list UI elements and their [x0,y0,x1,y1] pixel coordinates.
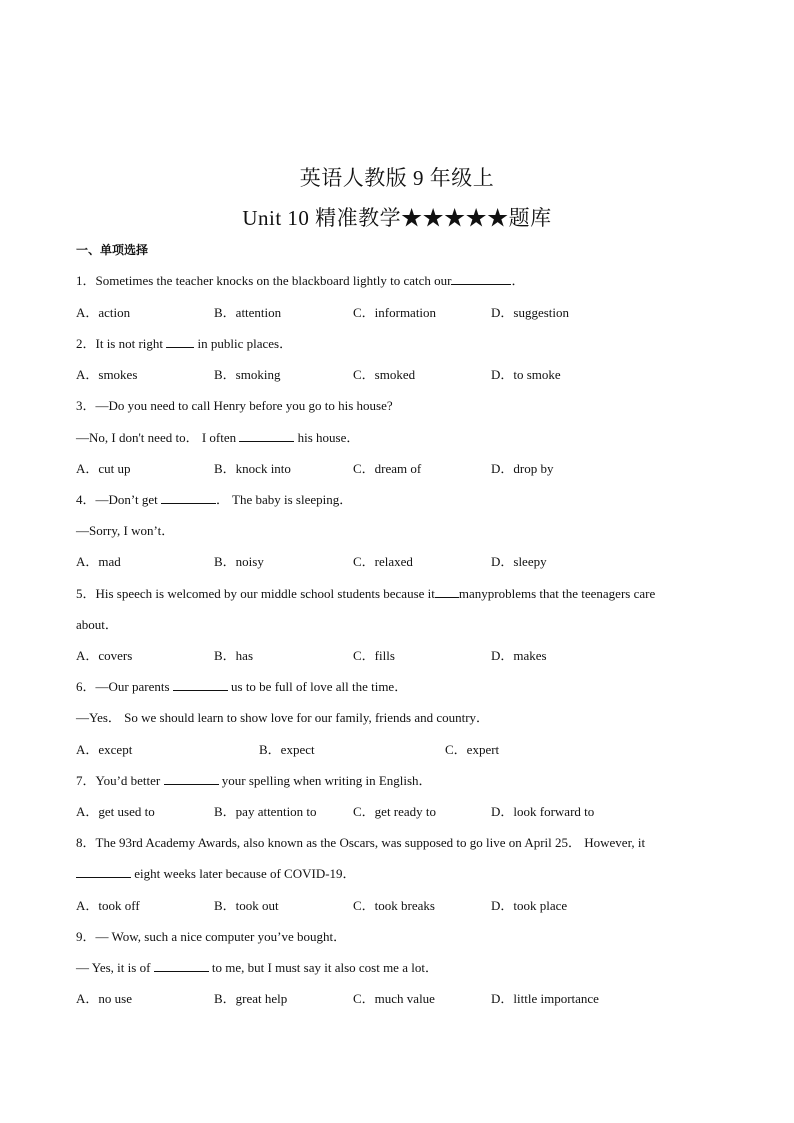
question-4-line-2 [76,520,174,539]
question-7-option-c: C．get ready to [353,804,437,819]
question-4-option-c: C．relaxed [353,554,413,569]
question-5-option-b: B．has [214,648,254,663]
question-3-option-a: A．cut up [76,461,131,476]
question-9-option-c: C．much value [353,991,435,1006]
answer-blank [451,272,511,285]
question-8-option-b: B．took out [214,898,279,913]
question-6-option-a: A．except [76,742,133,757]
answer-blank [239,429,294,442]
answer-blank [76,865,131,878]
question-text: 1．Sometimes the teacher knocks on the blackboard lightly to catch our [76,273,452,288]
question-2-option-c: C．smoked [353,367,416,382]
question-5-option-a: A．covers [76,648,133,663]
question-text: us to be full of love all the time． [227,679,408,694]
answer-blank [164,772,219,785]
question-text: 4．—Don’t get [76,492,161,507]
question-text: —No, I don't need to． I often [76,430,240,445]
answer-blank [154,959,209,972]
question-7-option-d: D．look forward to [491,804,595,819]
question-text: — Yes, it is of [76,960,154,975]
question-7-option-a: A．get used to [76,804,155,819]
question-4-option-d: D．sleepy [491,554,547,569]
question-4-option-b: B．noisy [214,554,264,569]
question-5-line-2 [76,614,118,633]
question-text: 3．—Do you need to call Henry before you go to his house? [76,398,393,413]
question-text: —Yes． So we should learn to show love for our family, friends and country． [76,710,490,725]
question-8-option-c: C．took breaks [353,898,435,913]
answer-blank [161,491,216,504]
question-text: eight weeks later because of COVID-19． [131,866,356,881]
question-1-line-1 [76,270,524,289]
document-subtitle: Unit 10 精准教学★★★★★题库 [242,206,552,230]
question-6-option-c: C．expert [445,742,500,757]
question-4-option-a: A．mad [76,554,121,569]
question-6-line-2 [76,707,489,726]
question-6-line-1 [76,676,407,695]
question-3-line-2 [76,427,359,446]
question-2-line-1 [76,333,292,352]
question-2-option-b: B．smoking [214,367,281,382]
question-4-line-1 [76,489,352,508]
question-5-option-c: C．fills [353,648,395,663]
question-1-option-c: C．information [353,305,437,320]
question-7-option-b: B．pay attention to [214,804,317,819]
question-text: in public places． [194,336,293,351]
question-5-line-1 [76,583,655,602]
question-9-line-1 [76,926,346,945]
question-text: to me, but I must say it also cost me a lot． [208,960,438,975]
question-text: ． [511,273,525,288]
question-text: his house． [294,430,360,445]
question-text: 2．It is not right [76,336,167,351]
question-8-line-1 [76,832,645,851]
question-9-option-a: A．no use [76,991,132,1006]
question-text: 5．His speech is welcomed by our middle school students because it [76,586,435,601]
question-text: 8．The 93rd Academy Awards, also known as the Oscars, was supposed to go live on April 25． However, it [76,835,646,850]
question-8-option-a: A．took off [76,898,140,913]
question-9-line-2 [76,957,438,976]
question-5-option-d: D．makes [491,648,547,663]
question-3-option-b: B．knock into [214,461,291,476]
question-3-option-c: C．dream of [353,461,422,476]
question-9-option-b: B．great help [214,991,288,1006]
document-title: 英语人教版 9 年级上 [299,166,495,190]
question-9-option-d: D．little importance [491,991,599,1006]
answer-blank [173,678,228,691]
question-text: your spelling when writing in English． [218,773,432,788]
question-3-line-1 [76,395,393,414]
section-heading: 一、单项选择 [76,243,149,257]
question-text: —Sorry, I won’t． [76,523,175,538]
question-8-option-d: D．took place [491,898,568,913]
question-6-option-b: B．expect [259,742,315,757]
question-1-option-b: B．attention [214,305,282,320]
question-2-option-d: D．to smoke [491,367,561,382]
question-text: ． The baby is sleeping． [215,492,353,507]
question-3-option-d: D．drop by [491,461,554,476]
question-text: about． [76,617,118,632]
question-1-option-d: D．suggestion [491,305,570,320]
question-8-line-2 [76,863,356,882]
answer-blank [435,585,459,598]
question-7-line-1 [76,770,432,789]
question-1-option-a: A．action [76,305,131,320]
question-text: 6．—Our parents [76,679,173,694]
question-text: 9．— Wow, such a nice computer you’ve bought． [76,929,347,944]
question-text: manyproblems that the teenagers care [458,586,656,601]
question-text: 7．You’d better [76,773,164,788]
question-2-option-a: A．smokes [76,367,138,382]
answer-blank [166,335,194,348]
